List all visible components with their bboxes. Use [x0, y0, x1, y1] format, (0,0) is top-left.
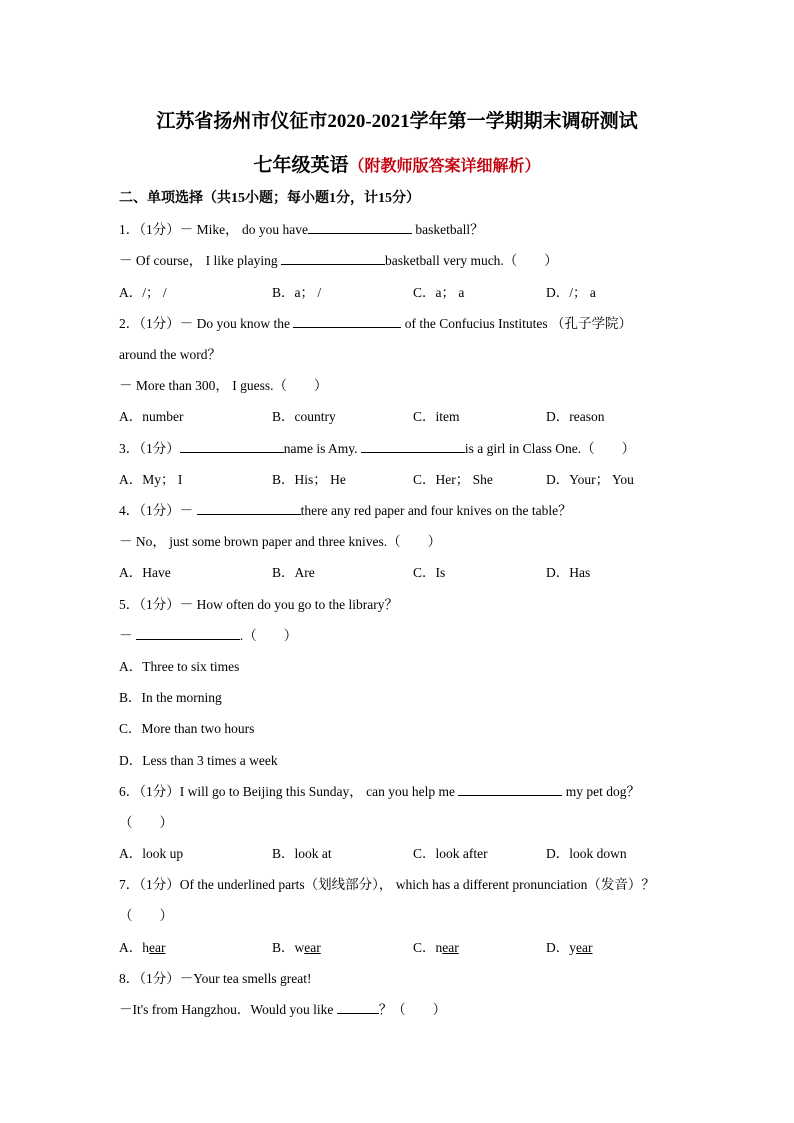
- question-3-stem: [119, 437, 635, 457]
- answer-blank: [180, 439, 284, 453]
- question-5-stem: 5．（1分）－ How often do you go to the library？: [119, 597, 398, 612]
- option-a[interactable]: [119, 936, 165, 956]
- question-text: my pet dog？: [562, 784, 640, 799]
- option-d[interactable]: D．look down: [546, 846, 627, 861]
- question-text: 3．（1分）: [119, 441, 180, 456]
- question-5-response: [119, 624, 297, 644]
- answer-blank: [361, 439, 465, 453]
- question-text: of the Confucius Institutes （孔子学院）: [401, 316, 632, 331]
- option-prefix: C．n: [413, 940, 443, 955]
- document-title: 江苏省扬州市仪征市2020-2021学年第一学期期末调研测试: [156, 111, 638, 132]
- question-text: 1．（1分）－ Mike， do you have: [119, 222, 308, 237]
- option-d[interactable]: D．/； a: [546, 285, 596, 300]
- option-d[interactable]: [546, 936, 592, 956]
- subtitle-note: （附教师版答案详细解析）: [348, 158, 541, 175]
- option-c[interactable]: C．item: [413, 409, 460, 424]
- option-prefix: A．h: [119, 940, 149, 955]
- option-a[interactable]: A．My； I: [119, 472, 183, 487]
- question-6-paren: （ ）: [119, 815, 173, 830]
- response-text: ？（ ）: [378, 1002, 447, 1017]
- option-prefix: D．y: [546, 940, 576, 955]
- question-text: there any red paper and four knives on the table？: [300, 503, 572, 518]
- option-c[interactable]: C．More than two hours: [119, 721, 255, 736]
- answer-blank: [458, 782, 562, 796]
- underlined-letters: ear: [576, 940, 593, 955]
- answer-blank: [281, 251, 385, 265]
- option-b[interactable]: B．His； He: [272, 472, 346, 487]
- option-b[interactable]: [272, 936, 321, 956]
- option-c[interactable]: [413, 936, 459, 956]
- answer-blank: [197, 501, 301, 515]
- option-a[interactable]: A．Three to six times: [119, 659, 240, 674]
- underlined-letters: ear: [304, 940, 321, 955]
- underlined-letters: ear: [149, 940, 166, 955]
- option-d[interactable]: D．Has: [546, 565, 591, 580]
- question-4-response: － No， just some brown paper and three knives.（ ）: [119, 534, 442, 549]
- section-heading: 二、单项选择（共15小题；每小题1分，计15分）: [119, 191, 420, 206]
- question-text: name is Amy.: [283, 441, 361, 456]
- document-subtitle: [0, 150, 794, 177]
- answer-blank: [293, 314, 401, 328]
- response-text: －: [119, 628, 136, 643]
- question-2-stem-cont: around the word？: [119, 347, 221, 362]
- option-a[interactable]: A．number: [119, 409, 184, 424]
- answer-blank: [308, 220, 412, 234]
- question-text: 4．（1分）－: [119, 503, 197, 518]
- question-text: basketball？: [411, 222, 484, 237]
- response-text: basketball very much.（ ）: [384, 253, 558, 268]
- question-8-stem: 8．（1分）－Your tea smells great!: [119, 971, 312, 986]
- option-a[interactable]: A．/； /: [119, 285, 167, 300]
- question-6-stem: [119, 780, 640, 800]
- question-text: is a girl in Class One.（ ）: [464, 441, 636, 456]
- subtitle-main: 七年级英语: [253, 155, 349, 176]
- answer-blank: [136, 626, 240, 640]
- underlined-letters: ear: [442, 940, 459, 955]
- question-7-paren: （ ）: [119, 908, 173, 923]
- option-a[interactable]: A．look up: [119, 846, 184, 861]
- option-b[interactable]: B．country: [272, 409, 336, 424]
- question-1-stem: [119, 218, 484, 238]
- option-c[interactable]: C．a； a: [413, 285, 465, 300]
- question-text: 6．（1分）I will go to Beijing this Sunday， can you help me: [119, 784, 459, 799]
- option-b[interactable]: B．a； /: [272, 285, 322, 300]
- option-c[interactable]: C．Her； She: [413, 472, 493, 487]
- response-text: － Of course， I like playing: [119, 253, 281, 268]
- response-text: －It's from Hangzhou．Would you like: [119, 1002, 337, 1017]
- answer-blank: [337, 1000, 379, 1014]
- option-a[interactable]: A．Have: [119, 565, 171, 580]
- option-b[interactable]: B．In the morning: [119, 690, 222, 705]
- option-c[interactable]: C．Is: [413, 565, 446, 580]
- question-text: 2．（1分）－ Do you know the: [119, 316, 294, 331]
- option-d[interactable]: D．Less than 3 times a week: [119, 753, 278, 768]
- question-2-stem: [119, 312, 632, 332]
- question-2-response: － More than 300， I guess.（ ）: [119, 378, 328, 393]
- question-1-response: [119, 249, 558, 269]
- response-text: .（ ）: [239, 628, 298, 643]
- option-d[interactable]: D．Your； You: [546, 472, 634, 487]
- option-prefix: B．w: [272, 940, 305, 955]
- option-c[interactable]: C．look after: [413, 846, 488, 861]
- question-4-stem: [119, 499, 572, 519]
- option-b[interactable]: B．look at: [272, 846, 332, 861]
- option-d[interactable]: D．reason: [546, 409, 605, 424]
- option-b[interactable]: B．Are: [272, 565, 315, 580]
- question-7-stem: 7．（1分）Of the underlined parts（划线部分）， which has a different pronunciation（发音）？: [119, 877, 655, 892]
- question-8-response: [119, 998, 446, 1018]
